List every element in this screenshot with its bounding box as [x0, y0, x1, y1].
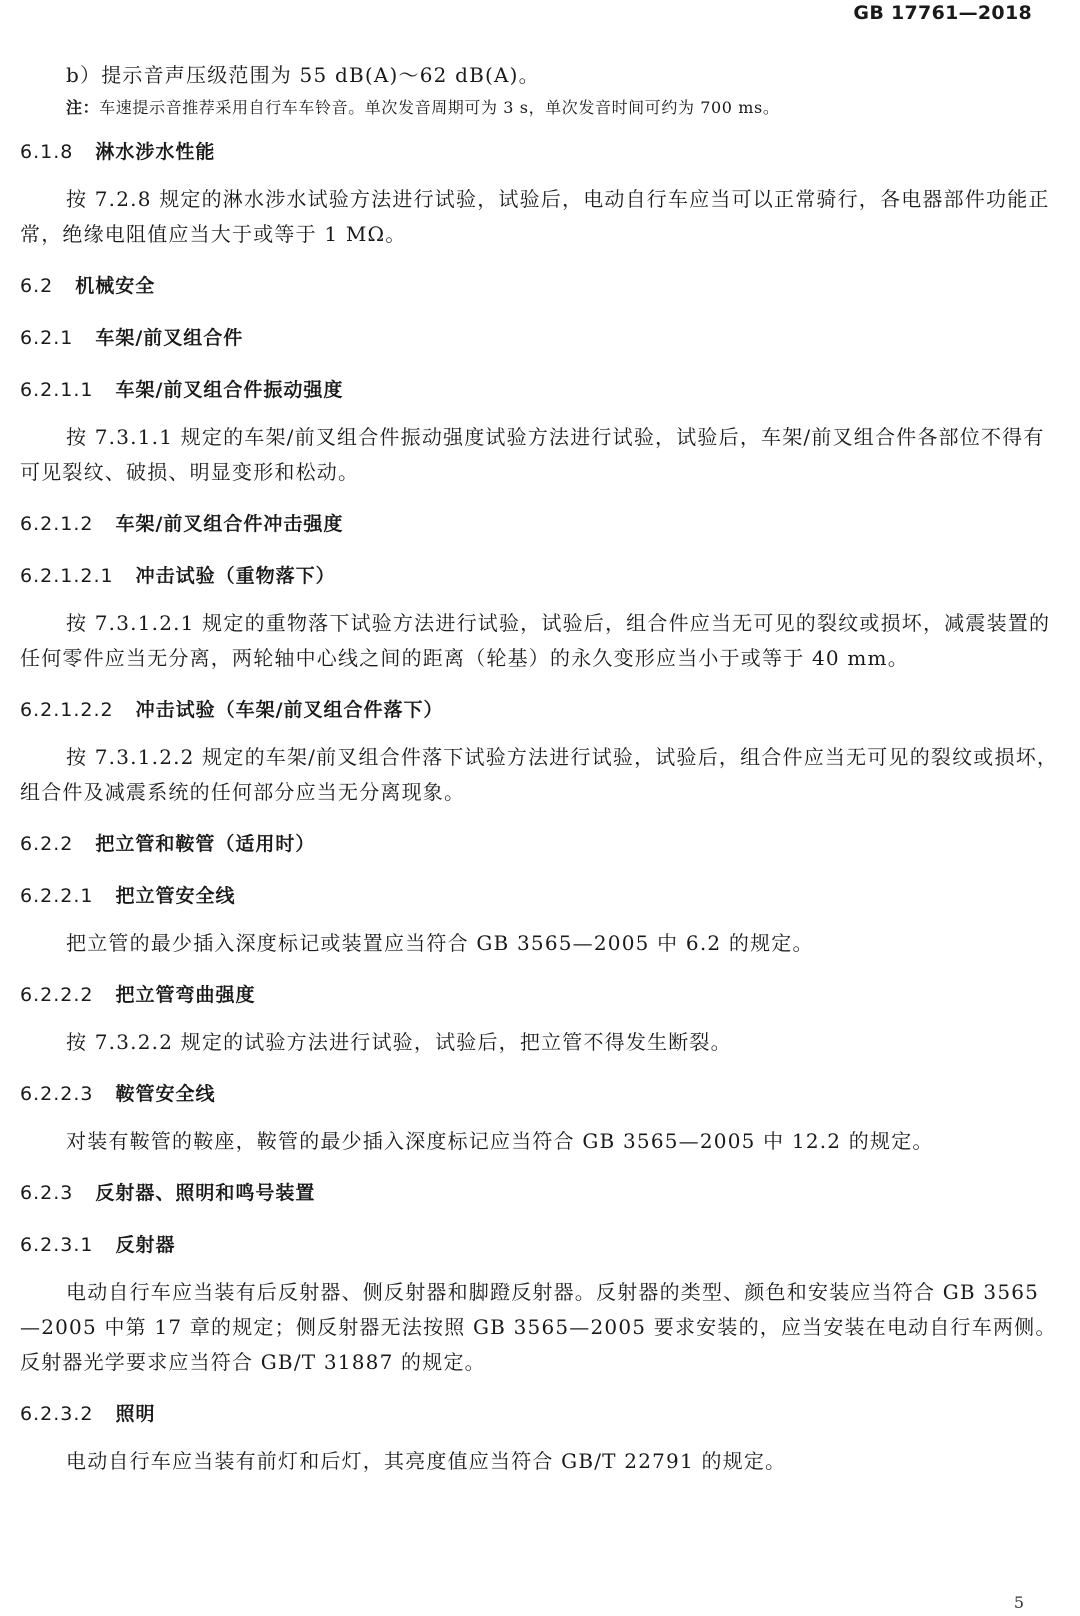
note-text: 车速提示音推荐采用自行车车铃音。单次发音周期可为 3 s，单次发音时间可约为 700 ms。 [99, 98, 780, 117]
paragraph-6-2-3-1: 电动自行车应当装有后反射器、侧反射器和脚蹬反射器。反射器的类型、颜色和安装应当符合 GB 3565—2005 中第 17 章的规定；侧反射器无法按照 GB 3565—2005 要求安装的，应当安装在电动自行车两侧。反射器光学要求应当符合 GB/T 31887 的规定。 [20, 1280, 1057, 1374]
section-number: 6.2 [20, 275, 54, 297]
section-title: 机械安全 [75, 275, 156, 297]
paragraph-6-1-8: 按 7.2.8 规定的淋水涉水试验方法进行试验，试验后，电动自行车应当可以正常骑行，各电器部件功能正常，绝缘电阻值应当大于或等于 1 MΩ。 [20, 187, 1050, 246]
section-number: 6.2.2.2 [20, 984, 94, 1006]
section-heading-6-2-2-2 [20, 978, 1060, 1013]
note-label: 注： [66, 98, 100, 117]
section-heading-6-1-8 [20, 135, 1060, 170]
section-title: 冲击试验（车架/前叉组合件落下） [135, 699, 444, 721]
section-heading-6-2-1-2 [20, 507, 1060, 542]
section-heading-6-2 [20, 269, 1060, 304]
document-body [20, 58, 1060, 1479]
section-number: 6.2.1.2.2 [20, 699, 114, 721]
paragraph-6-2-2-2: 按 7.3.2.2 规定的试验方法进行试验，试验后，把立管不得发生断裂。 [66, 1030, 732, 1054]
section-heading-6-2-2-1 [20, 879, 1060, 914]
section-heading-6-2-1-2-2 [20, 693, 1060, 728]
section-title: 把立管弯曲强度 [115, 984, 256, 1006]
section-number: 6.1.8 [20, 141, 74, 163]
section-number: 6.2.1.2 [20, 513, 94, 535]
section-number: 6.2.1.2.1 [20, 565, 114, 587]
section-heading-6-2-1 [20, 321, 1060, 356]
section-number: 6.2.2.3 [20, 1083, 94, 1105]
section-title: 车架/前叉组合件 [95, 327, 244, 349]
paragraph-6-2-1-1: 按 7.3.1.1 规定的车架/前叉组合件振动强度试验方法进行试验，试验后，车架/前叉组合件各部位不得有可见裂纹、破损、明显变形和松动。 [20, 425, 1045, 484]
section-number: 6.2.3.2 [20, 1403, 94, 1425]
section-title: 鞍管安全线 [115, 1083, 216, 1105]
paragraph-6-2-3-2: 电动自行车应当装有前灯和后灯，其亮度值应当符合 GB/T 22791 的规定。 [66, 1449, 787, 1473]
section-title: 反射器 [115, 1234, 176, 1256]
section-number: 6.2.2 [20, 833, 74, 855]
paragraph-6-2-2-3: 对装有鞍管的鞍座，鞍管的最少插入深度标记应当符合 GB 3565—2005 中 12.2 的规定。 [66, 1129, 934, 1153]
list-item-b: b）提示音声压级范围为 55 dB(A)～62 dB(A)。 [66, 63, 540, 87]
section-title: 照明 [115, 1403, 156, 1425]
note [20, 93, 1060, 123]
section-title: 反射器、照明和鸣号装置 [95, 1182, 316, 1204]
section-heading-6-2-1-2-1 [20, 559, 1060, 594]
page-number: 5 [1013, 1593, 1024, 1612]
paragraph-6-2-1-2-2: 按 7.3.1.2.2 规定的车架/前叉组合件落下试验方法进行试验，试验后，组合件应当无可见的裂纹或损坏，组合件及减震系统的任何部分应当无分离现象。 [20, 745, 1059, 804]
section-number: 6.2.3.1 [20, 1234, 94, 1256]
section-number: 6.2.2.1 [20, 885, 94, 907]
section-title: 车架/前叉组合件冲击强度 [115, 513, 344, 535]
section-number: 6.2.1.1 [20, 379, 94, 401]
section-heading-6-2-3 [20, 1176, 1060, 1211]
section-title: 把立管和鞍管（适用时） [95, 833, 316, 855]
standard-code-header: GB 17761—2018 [853, 2, 1032, 24]
section-number: 6.2.1 [20, 327, 74, 349]
section-heading-6-2-2-3 [20, 1077, 1060, 1112]
section-heading-6-2-1-1 [20, 373, 1060, 408]
section-title: 把立管安全线 [115, 885, 236, 907]
section-heading-6-2-2 [20, 827, 1060, 862]
section-number: 6.2.3 [20, 1182, 74, 1204]
section-title: 淋水涉水性能 [95, 141, 216, 163]
paragraph-6-2-1-2-1: 按 7.3.1.2.1 规定的重物落下试验方法进行试验，试验后，组合件应当无可见的裂纹或损坏，减震装置的任何零件应当无分离，两轮轴中心线之间的距离（轮基）的永久变形应当小于或等于 40 mm。 [20, 611, 1051, 670]
paragraph-6-2-2-1: 把立管的最少插入深度标记或装置应当符合 GB 3565—2005 中 6.2 的规定。 [66, 931, 814, 955]
section-heading-6-2-3-1 [20, 1228, 1060, 1263]
section-title: 冲击试验（重物落下） [135, 565, 336, 587]
section-title: 车架/前叉组合件振动强度 [115, 379, 344, 401]
section-heading-6-2-3-2 [20, 1397, 1060, 1432]
